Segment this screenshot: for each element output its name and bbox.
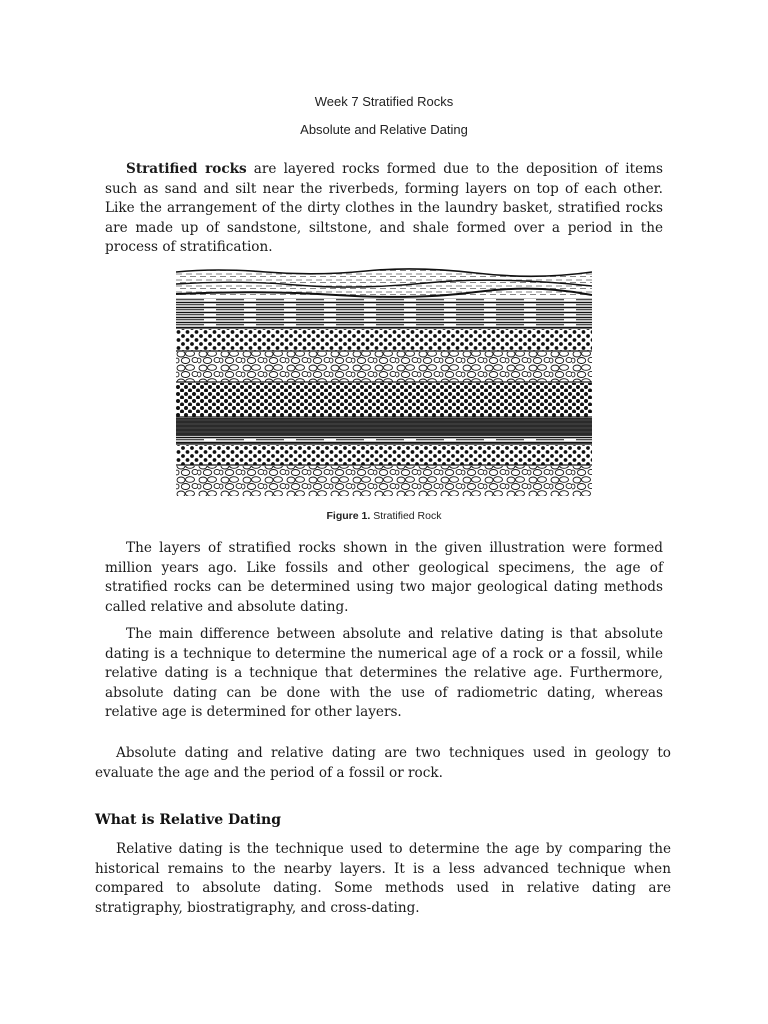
relative-dating-paragraph: Relative dating is the technique used to determine the age by comparing the historical remains to the nearby layers. It is a less advanced technique when compared to absolute dating. Some methods used in relative dating are stratigraphy, biostratigraphy, and cross-dating.: [95, 841, 671, 916]
layers-paragraph: The layers of stratified rocks shown in the given illustration were formed million years ago. Like fossils and other geological specimens, the age of stratified rocks can be determined using two major geological dating methods called relative and absolute dating.: [105, 540, 663, 615]
intro-term: Stratified rocks: [126, 161, 247, 177]
page-subtitle: Absolute and Relative Dating: [300, 122, 468, 137]
techniques-paragraph: Absolute dating and relative dating are two techniques used in geology to evaluate the age and the period of a fossil or rock.: [95, 745, 671, 781]
stratified-rock-illustration: [176, 266, 592, 496]
difference-paragraph: The main difference between absolute and relative dating is that absolute dating is a technique to determine the numerical age of a rock or a fossil, while relative dating is a technique that determines the relative age. Furthermore, absolute dating can be done with the use of radiometric dating, whereas relative age is determined for other layers.: [105, 626, 663, 720]
intro-text: are layered rocks formed due to the deposition of items such as sand and silt near the riverbeds, forming layers on top of each other. Like the arrangement of the dirty clothes in the laundry basket, stratified rocks are made up of sandstone, siltstone, and shale formed over a period in the process of stratification.: [105, 161, 663, 255]
relative-dating-heading: What is Relative Dating: [95, 812, 281, 828]
intro-paragraph: [105, 160, 663, 258]
figure-label: Figure 1.: [326, 510, 371, 522]
figure-caption-text: Stratified Rock: [370, 510, 442, 522]
figure-caption: [0, 510, 768, 522]
page-title: Week 7 Stratified Rocks: [314, 94, 454, 109]
